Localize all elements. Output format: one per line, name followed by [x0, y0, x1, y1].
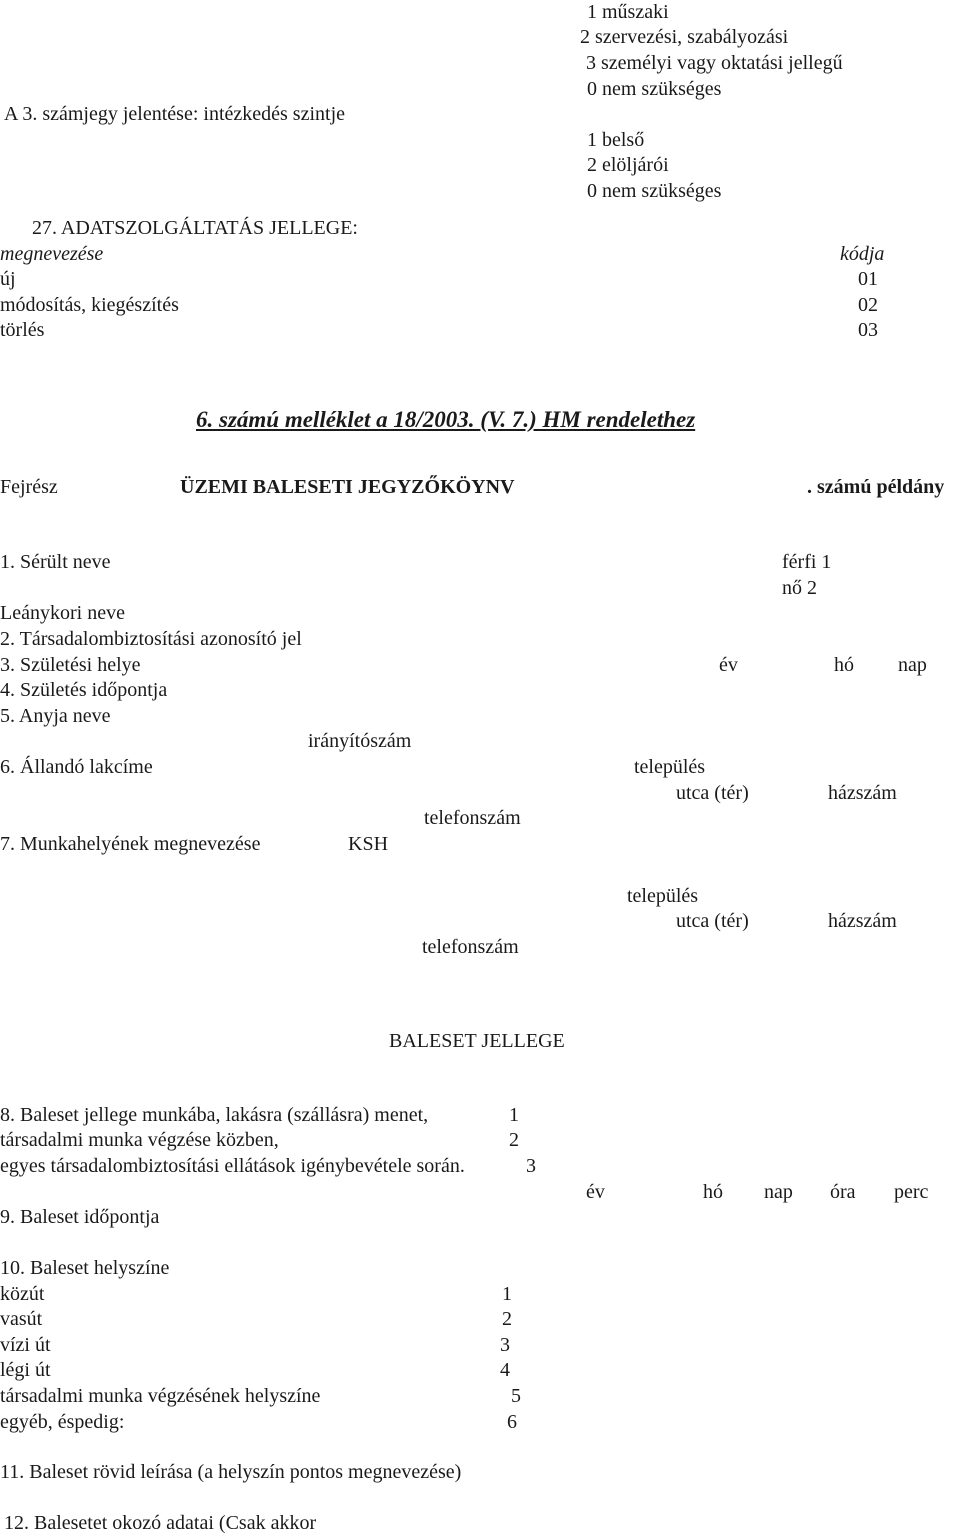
col-code-header: kódja: [840, 243, 885, 265]
location-option: közút: [0, 1283, 45, 1305]
supply-row-name: új: [0, 268, 16, 290]
workplace-phone-label: telefonszám: [422, 936, 519, 958]
field-12-causer-data: 12. Balesetet okozó adatai (Csak akkor: [4, 1512, 317, 1534]
date-month-label: hó: [834, 654, 854, 676]
ksh-label: KSH: [348, 833, 389, 855]
accident-type-code: 2: [509, 1129, 519, 1151]
gender-male: férfi 1: [782, 551, 832, 573]
accident-type-option: 8. Baleset jellege munkába, lakásra (szállásra) menet,: [0, 1104, 429, 1126]
time-minute-label: perc: [894, 1181, 929, 1203]
field-2-ssn: 2. Társadalombiztosítási azonosító jel: [0, 628, 302, 650]
accident-type-option: egyes társadalombiztosítási ellátások igénybevétele során.: [0, 1155, 465, 1177]
level-a-3: 3 személyi vagy oktatási jellegű: [586, 52, 843, 74]
col-name-header: megnevezése: [0, 243, 104, 265]
annex-title: 6. számú melléklet a 18/2003. (V. 7.) HM rendelethez: [196, 407, 696, 432]
location-option: társadalmi munka végzésének helyszíne: [0, 1385, 321, 1407]
settlement-label: település: [634, 756, 706, 778]
time-hour-label: óra: [830, 1181, 856, 1203]
data-supply-heading: 27. ADATSZOLGÁLTATÁS JELLEGE:: [32, 217, 358, 239]
level-a-2: 2 szervezési, szabályozási: [580, 26, 789, 48]
field-maiden-name: Leánykori neve: [0, 602, 125, 624]
location-code: 4: [500, 1359, 510, 1381]
phone-label: telefonszám: [424, 807, 521, 829]
supply-row-code: 02: [858, 294, 878, 316]
accident-type-code: 1: [509, 1104, 519, 1126]
supply-row-code: 03: [858, 319, 878, 341]
supply-row-name: módosítás, kiegészítés: [0, 294, 179, 316]
level-b-1: 1 belső: [587, 129, 645, 151]
location-option: vízi út: [0, 1334, 51, 1356]
time-month-label: hó: [703, 1181, 723, 1203]
location-option: légi út: [0, 1359, 51, 1381]
field-10-location: 10. Baleset helyszíne: [0, 1257, 170, 1279]
level-b-0: 0 nem szükséges: [587, 180, 722, 202]
house-number-label: házszám: [828, 782, 897, 804]
accident-type-heading: BALESET JELLEGE: [389, 1030, 565, 1052]
third-digit-label: A 3. számjegy jelentése: intézkedés szintje: [4, 103, 345, 125]
field-9-accident-time: 9. Baleset időpontja: [0, 1206, 160, 1228]
field-4-birthdate: 4. Születés időpontja: [0, 679, 168, 701]
time-day-label: nap: [764, 1181, 793, 1203]
level-a-0: 0 nem szükséges: [587, 78, 722, 100]
copy-number: . számú példány: [807, 476, 945, 498]
location-code: 5: [511, 1385, 521, 1407]
location-code: 6: [507, 1411, 517, 1433]
street-label: utca (tér): [676, 782, 749, 804]
location-code: 3: [500, 1334, 510, 1356]
field-5-mother-name: 5. Anyja neve: [0, 705, 111, 727]
level-a-1: 1 műszaki: [587, 1, 669, 23]
document-title: ÜZEMI BALESETI JEGYZŐKÖYNV: [180, 476, 515, 498]
gender-female: nő 2: [782, 577, 817, 599]
accident-type-option: társadalmi munka végzése közben,: [0, 1129, 279, 1151]
accident-type-code: 3: [526, 1155, 536, 1177]
postal-code-label: irányítószám: [308, 730, 412, 752]
location-option: egyéb, éspedig:: [0, 1411, 125, 1433]
workplace-house-number-label: házszám: [828, 910, 897, 932]
field-1-name: 1. Sérült neve: [0, 551, 111, 573]
supply-row-code: 01: [858, 268, 878, 290]
header-left: Fejrész: [0, 476, 58, 498]
location-code: 2: [502, 1308, 512, 1330]
location-code: 1: [502, 1283, 512, 1305]
supply-row-name: törlés: [0, 319, 45, 341]
field-7-workplace: 7. Munkahelyének megnevezése: [0, 833, 261, 855]
field-3-birthplace: 3. Születési helye: [0, 654, 141, 676]
date-day-label: nap: [898, 654, 927, 676]
level-b-2: 2 elöljárói: [587, 154, 669, 176]
field-11-description: 11. Baleset rövid leírása (a helyszín pontos megnevezése): [0, 1461, 462, 1483]
location-option: vasút: [0, 1308, 43, 1330]
field-6-address: 6. Állandó lakcíme: [0, 756, 153, 778]
workplace-street-label: utca (tér): [676, 910, 749, 932]
date-year-label: év: [719, 654, 738, 676]
workplace-settlement-label: település: [627, 885, 699, 907]
time-year-label: év: [586, 1181, 605, 1203]
